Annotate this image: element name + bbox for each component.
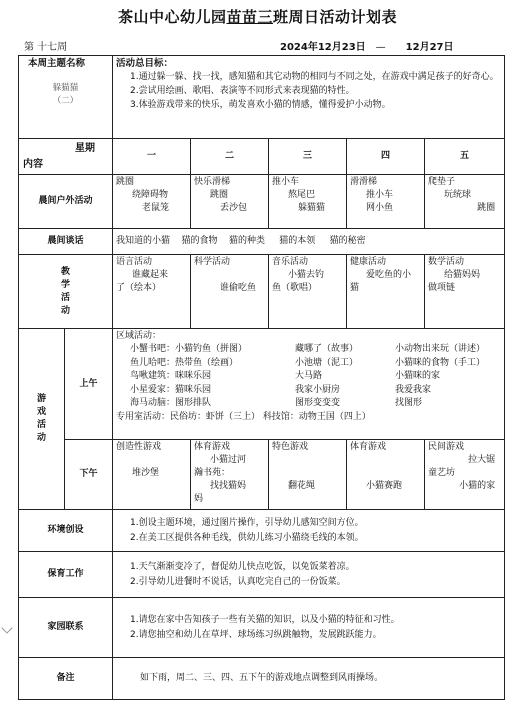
- week-number: 第 十七周: [24, 42, 68, 53]
- teaching-cell-tue: [191, 255, 269, 329]
- care-line: 1.天气渐渐变冷了，督促幼儿快点吃饭，以免饭菜着凉。: [130, 561, 355, 572]
- games-label: [19, 329, 65, 510]
- area-item: 小猫咪的食物（手工）: [395, 357, 486, 368]
- talk-topic: 我知道的小猫: [116, 236, 171, 246]
- theme-subtitle: （二）: [52, 96, 79, 106]
- area-item: 藏哪了（故事）: [295, 344, 359, 354]
- theme-label: 本周主题名称: [28, 58, 86, 69]
- area-line: [116, 397, 501, 411]
- notes-row: [19, 658, 505, 700]
- teaching-row: [19, 255, 505, 329]
- outdoor-line: 推小车: [366, 190, 394, 200]
- theme-name: 躲猫猫: [52, 83, 79, 93]
- teaching-line: 给猫妈妈: [444, 270, 481, 280]
- title-school: 茶山中心幼儿园: [117, 8, 227, 26]
- games-morning-row: [19, 329, 505, 440]
- special-room-activities: 专用室活动：民俗坊：虾饼（三上） 科技馆：动物王国（四上）: [116, 411, 371, 422]
- outdoor-cell-mon: [113, 175, 191, 229]
- date-range: [280, 38, 454, 53]
- area-line: [116, 370, 501, 384]
- title-suffix: 班周日活动计划表: [273, 8, 398, 26]
- talk-label: 晨间谈话: [19, 229, 113, 255]
- area-item: 鱼儿哈吧：热带鱼（绘画）: [130, 357, 239, 368]
- notes-text: 如下雨，周二、三、四、五下午的游戏地点调整到风雨操场。: [140, 673, 384, 683]
- outdoor-line: 老鼠笼: [142, 203, 170, 213]
- area-line: [116, 343, 501, 357]
- outdoor-cell-fri: [425, 175, 505, 229]
- outdoor-cell-wed: [269, 175, 347, 229]
- care-row: [19, 552, 505, 598]
- outdoor-cell-thu: [347, 175, 425, 229]
- outdoor-line: 网小鱼: [366, 203, 394, 213]
- area-item: 我家小厨房: [295, 384, 341, 395]
- goal-1: 1.通过躲一躲、找一找，感知猫和其它动物的相同与不同之处，在游戏中满足孩子的好奇心。: [130, 72, 499, 82]
- outdoor-title: 滑滑梯: [350, 177, 378, 187]
- area-item: 海马动脑：图形排队: [130, 398, 212, 408]
- weekday-label: 星期: [75, 143, 95, 154]
- area-item: 小星爱家：猫咪乐园: [130, 384, 212, 395]
- outdoor-line: 熬尾巴: [288, 190, 316, 200]
- area-item: 大马路: [295, 371, 323, 381]
- goals-cell: [113, 56, 505, 139]
- games-afternoon-row: [19, 440, 505, 510]
- afternoon-line: 童艺坊: [428, 468, 456, 478]
- chevron-down-icon[interactable]: [1, 622, 12, 633]
- outdoor-cell-tue: [191, 175, 269, 229]
- teaching-title: 语言活动: [116, 257, 153, 267]
- outdoor-title: 推小车: [272, 177, 300, 187]
- date-end: 12月27日: [405, 42, 454, 53]
- teaching-cell-fri: [425, 255, 505, 329]
- environment-content: [113, 510, 505, 552]
- outdoor-title: 跳圈: [116, 177, 135, 187]
- afternoon-cell-thu: [347, 440, 425, 510]
- afternoon-label: 下午: [65, 440, 113, 510]
- weekday-content-header: [19, 139, 113, 175]
- afternoon-title: 体育游戏: [194, 442, 231, 452]
- weekday-header-row: [19, 139, 505, 175]
- teaching-cell-thu: [347, 255, 425, 329]
- talk-topic: 猫的本领: [279, 236, 316, 246]
- family-content: [113, 598, 505, 658]
- theme-cell: [19, 56, 113, 139]
- environment-line: 1.创设主题环境，通过图片操作，引导幼儿感知空间方位。: [130, 517, 364, 528]
- date-start: 2024年12月23日: [280, 42, 366, 53]
- family-label: 家园联系: [19, 598, 113, 658]
- afternoon-line: 妈: [194, 494, 204, 504]
- theme-row: [19, 56, 505, 139]
- afternoon-line: 小猫赛跑: [366, 481, 403, 491]
- care-label: 保育工作: [19, 552, 113, 598]
- care-content: [113, 552, 505, 598]
- afternoon-cell-wed: [269, 440, 347, 510]
- outdoor-title: 爬垫子: [428, 177, 456, 187]
- outdoor-line: 躲猫猫: [298, 203, 326, 213]
- day-fri: 五: [425, 139, 505, 175]
- teaching-title: 数学活动: [428, 257, 465, 267]
- afternoon-line: 堆沙堡: [132, 468, 160, 478]
- notes-label: 备注: [19, 658, 113, 700]
- area-item: 小动物出来玩（讲述）: [395, 344, 486, 354]
- day-wed: 三: [269, 139, 347, 175]
- talk-row: [19, 229, 505, 255]
- area-line: [116, 384, 501, 398]
- teaching-label-char: 动: [61, 305, 71, 316]
- area-item: 找图形: [395, 398, 423, 408]
- notes-content: [113, 658, 505, 700]
- teaching-title: 音乐活动: [272, 257, 309, 267]
- goal-3: 3.体验游戏带来的快乐，萌发喜欢小猫的情感，懂得爱护小动物。: [130, 100, 391, 110]
- area-item: 小猫咪的家: [395, 371, 441, 381]
- afternoon-line: [350, 454, 421, 480]
- talk-topic: 猫的食物: [181, 236, 218, 246]
- environment-line: 2.在美工区提供各种毛线，供幼儿练习小猫绕毛线的本领。: [130, 532, 364, 543]
- talk-topic: 猫的秘密: [329, 236, 366, 246]
- environment-label: 环境创设: [19, 510, 113, 552]
- afternoon-title: 创造性游戏: [116, 442, 162, 452]
- area-item: 小蟹书吧：小猫钓鱼（拼图）: [130, 344, 248, 354]
- goal-2: 2.尝试用绘画、歌唱、表演等不同形式来表现猫的特性。: [130, 86, 355, 96]
- area-item: 图形变变变: [295, 398, 341, 408]
- outdoor-line: 绕障碍物: [132, 190, 169, 200]
- day-mon: 一: [113, 139, 191, 175]
- teaching-cell-wed: [269, 255, 347, 329]
- outdoor-title: 快乐滑梯: [194, 177, 231, 187]
- weekly-plan-table: [18, 55, 505, 700]
- teaching-label-char: 教: [61, 266, 71, 277]
- talk-topic: 猫的种类: [228, 236, 265, 246]
- page-title: [0, 6, 515, 27]
- teaching-line: 爱吃鱼的小: [366, 270, 412, 280]
- family-line: 1.请您在家中告知孩子一些有关猫的知识，以及小猫的特征和习性。: [130, 614, 400, 625]
- care-line: 2.引导幼儿进餐时不说话，认真吃完自己的一份饭菜。: [130, 576, 346, 587]
- teaching-line: 猫: [350, 283, 360, 293]
- afternoon-title: 体育游戏: [350, 442, 387, 452]
- morning-label: 上午: [65, 329, 113, 440]
- family-row: [19, 598, 505, 658]
- teaching-title: 健康活动: [350, 257, 387, 267]
- title-class: 苗苗三: [226, 8, 273, 26]
- afternoon-line: [272, 454, 343, 480]
- teaching-line: 谁偷吃鱼: [220, 283, 257, 293]
- outdoor-row: [19, 175, 505, 229]
- afternoon-line: 瀚书苑：: [194, 468, 231, 478]
- games-label-char: 戏: [36, 407, 46, 417]
- teaching-label: [19, 255, 113, 329]
- outdoor-label: 晨间户外活动: [19, 175, 113, 229]
- area-item: 我爱我家: [395, 384, 432, 395]
- games-label-char: 动: [36, 433, 46, 443]
- afternoon-line: 小猫的家: [459, 481, 496, 491]
- outdoor-line: 玩统球: [444, 190, 472, 200]
- area-label: 区域活动：: [116, 331, 162, 341]
- area-activities-cell: [113, 329, 505, 440]
- teaching-cell-mon: [113, 255, 191, 329]
- afternoon-line: 找找猫妈: [210, 481, 247, 491]
- environment-row: [19, 510, 505, 552]
- afternoon-title: 民间游戏: [428, 442, 465, 452]
- games-label-char: 活: [36, 420, 46, 430]
- outdoor-line: 丢沙包: [220, 203, 248, 213]
- family-line: 2.请您抽空和幼儿在草坪、球场练习纵跳触物，发展跳跃能力。: [130, 629, 382, 640]
- afternoon-cell-fri: [425, 440, 505, 510]
- outdoor-line: 跳圈: [210, 190, 229, 200]
- outdoor-line: 跳圈: [477, 203, 496, 213]
- area-item: 小池塘（泥工）: [295, 357, 359, 368]
- teaching-label-char: 活: [61, 292, 71, 303]
- teaching-line: 做项链: [428, 283, 456, 293]
- afternoon-line: 小猫过河: [210, 455, 247, 465]
- day-tue: 二: [191, 139, 269, 175]
- teaching-line: [194, 269, 265, 282]
- teaching-line: 谁藏起来: [132, 270, 169, 280]
- games-label-char: 游: [36, 394, 46, 404]
- afternoon-cell-mon: [113, 440, 191, 510]
- teaching-line: 鱼（歌唱）: [272, 283, 318, 293]
- teaching-title: 科学活动: [194, 257, 231, 267]
- content-label: 内容: [23, 159, 43, 170]
- date-dash: —: [375, 42, 386, 53]
- area-line: [116, 357, 501, 371]
- goals-label: 活动总目标：: [116, 58, 174, 69]
- afternoon-cell-tue: [191, 440, 269, 510]
- day-thu: 四: [347, 139, 425, 175]
- talk-topics: [113, 229, 505, 255]
- teaching-line: 了（绘本）: [116, 283, 162, 293]
- afternoon-title: 特色游戏: [272, 442, 309, 452]
- teaching-label-char: 学: [61, 279, 71, 290]
- afternoon-line: [116, 454, 187, 467]
- afternoon-line: 拉大锯: [468, 455, 496, 465]
- area-item: 鸟啾建筑：咪咪乐园: [130, 371, 212, 381]
- afternoon-line: 翻花绳: [288, 481, 316, 491]
- teaching-line: 小猫去钓: [288, 270, 325, 280]
